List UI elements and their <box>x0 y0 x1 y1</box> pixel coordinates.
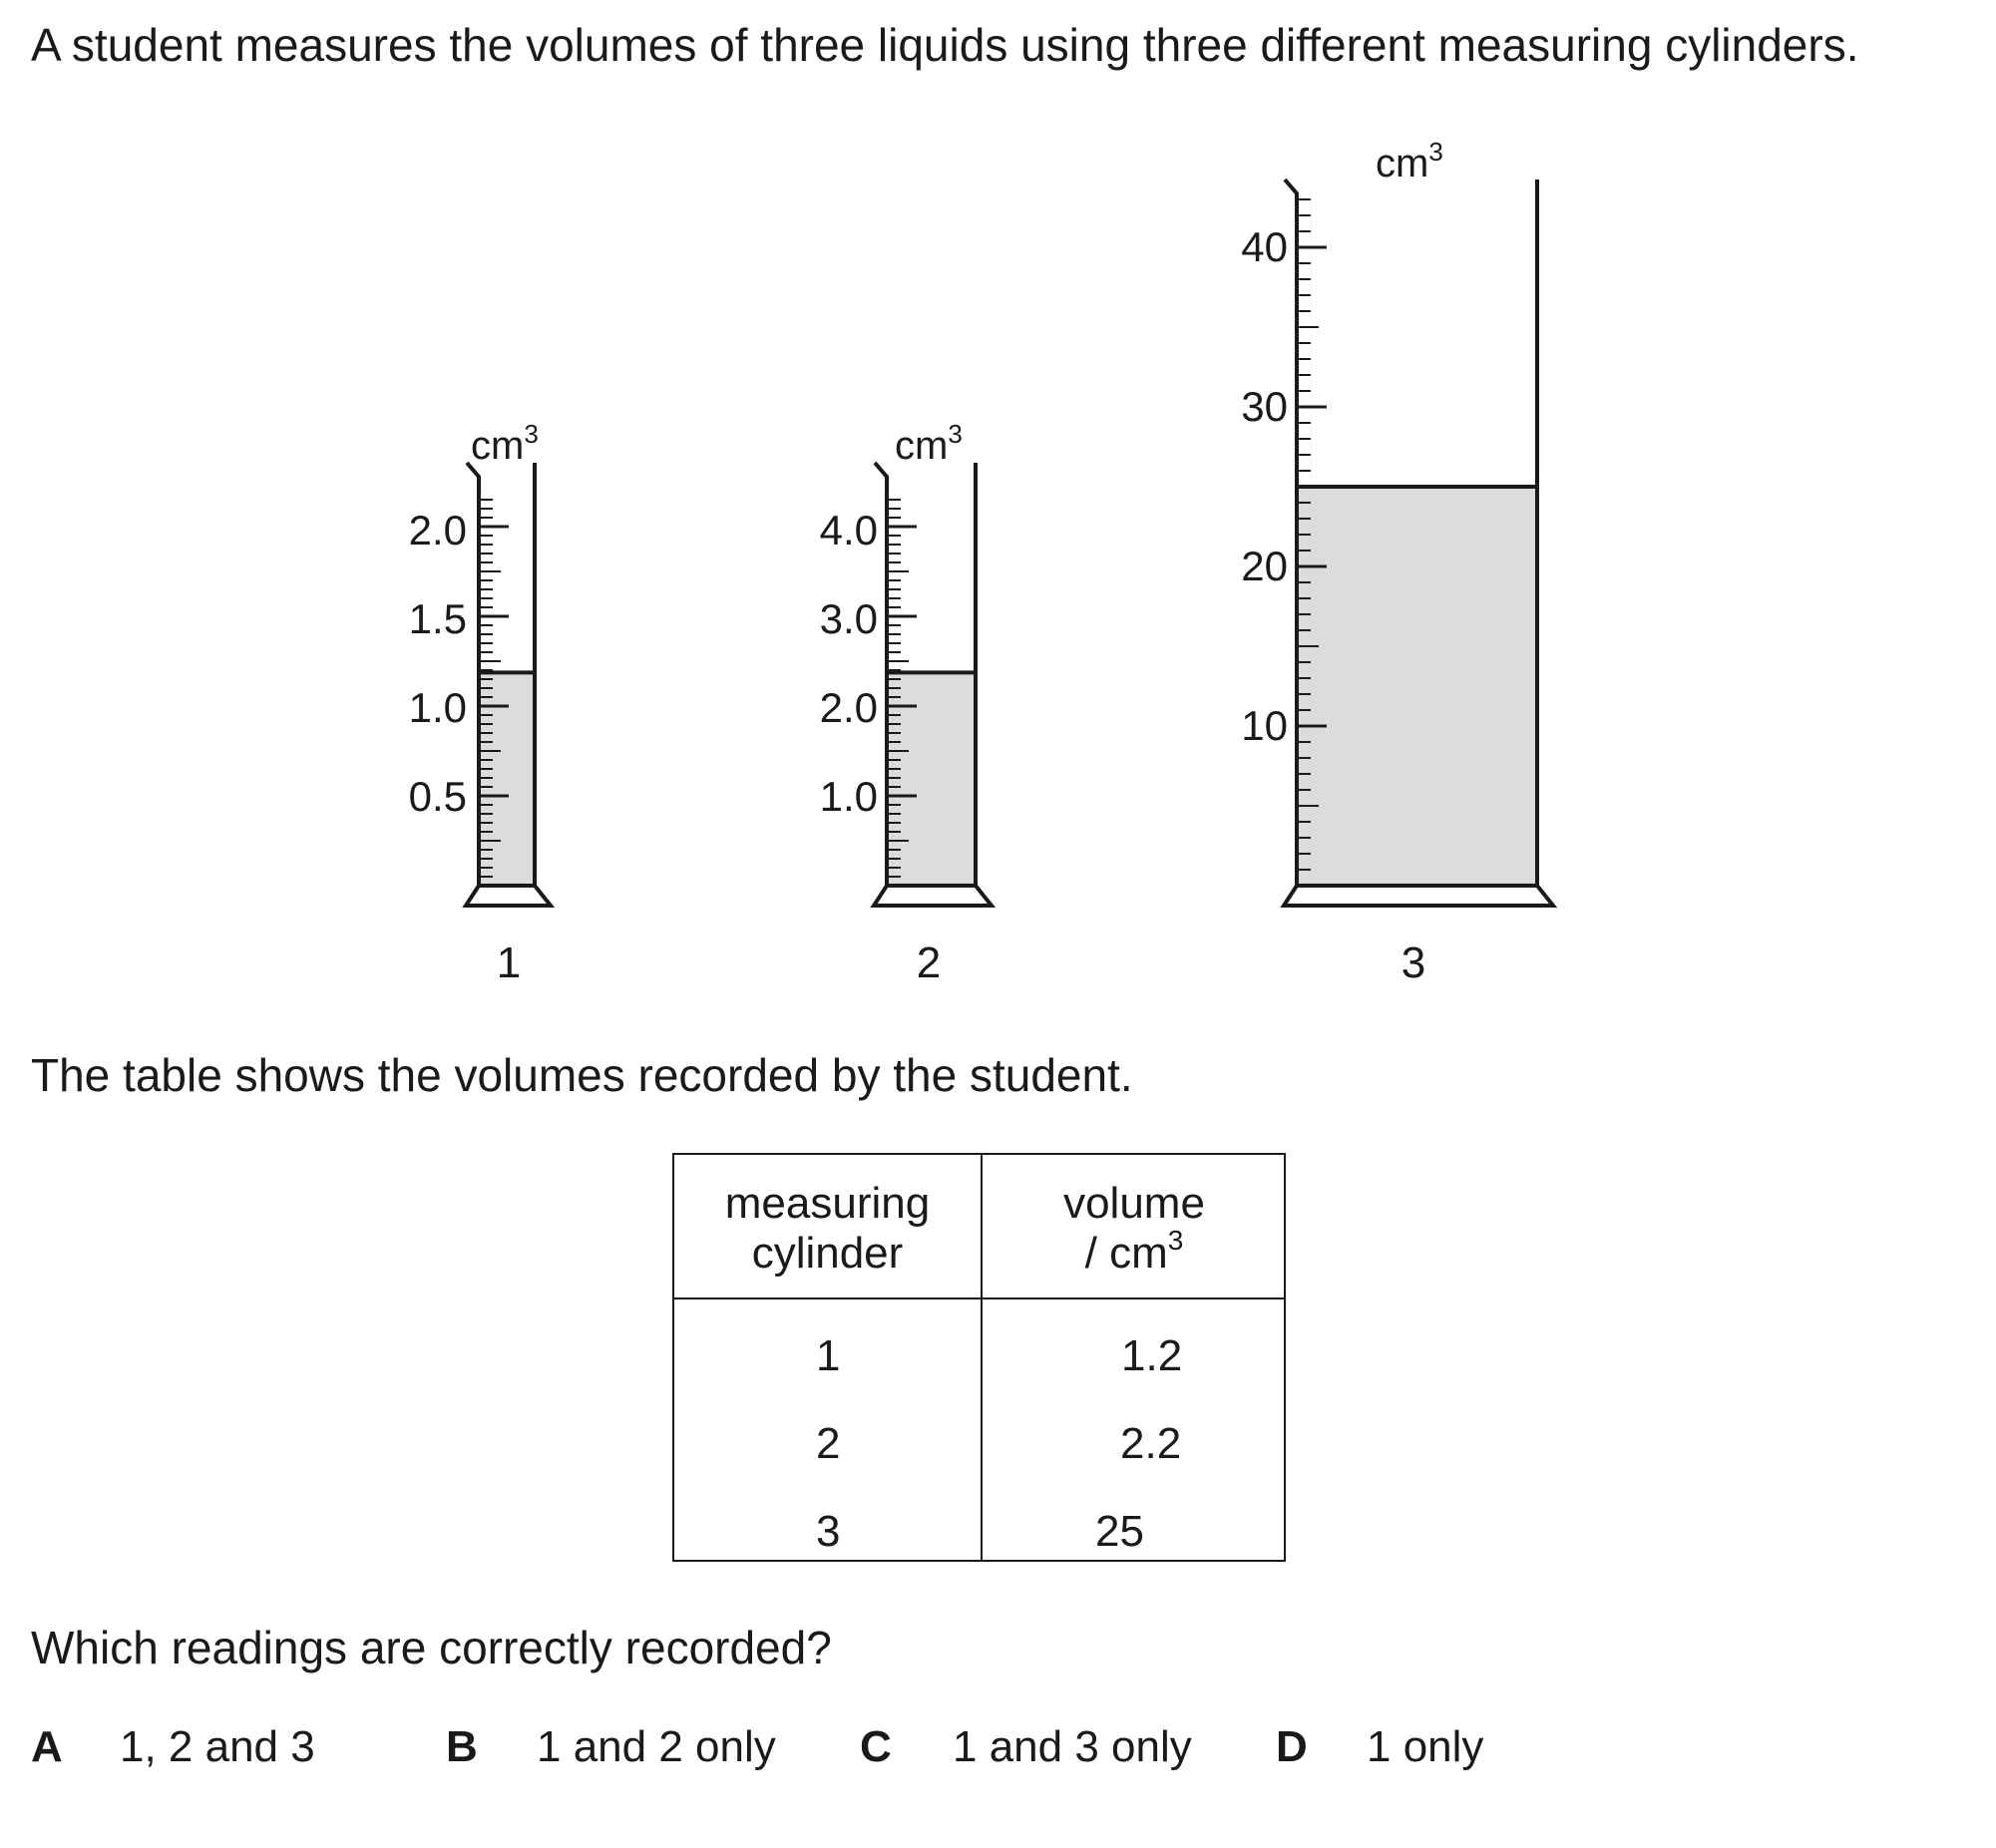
cylinder-1-number: 1 <box>496 938 522 987</box>
option-b-text: 1 and 2 only <box>537 1722 776 1771</box>
cylinder-3-base <box>1284 886 1553 906</box>
cylinder-1-unit-label: $cm^3$ <box>471 419 539 468</box>
cylinder-1-left-wall <box>467 463 479 886</box>
row-1-volume: 1.2 <box>1121 1331 1183 1380</box>
cylinder-1-scale-label: 0.5 <box>408 773 467 820</box>
cylinder-1-scale-label: 1.0 <box>408 684 467 731</box>
cylinder-1-liquid <box>479 672 535 886</box>
cylinder-2-scale-label: 2.0 <box>819 684 878 731</box>
question-prompt: Which readings are correctly recorded? <box>31 1622 832 1673</box>
cylinder-1-scale-label: 2.0 <box>408 507 467 554</box>
header-volume <box>983 1179 1286 1279</box>
cylinder-2-liquid <box>887 672 976 886</box>
header-col1-line1: measuring <box>724 1179 931 1228</box>
volume-table <box>672 1153 1286 1562</box>
cylinder-3-liquid <box>1297 487 1537 886</box>
header-col1-line2: cylinder <box>751 1229 904 1278</box>
cylinder-3-scale-label: 30 <box>1241 383 1288 430</box>
header-col2-line1: volume <box>1063 1179 1205 1228</box>
header-col2-sup: 3 <box>1167 1225 1184 1256</box>
question-intro: A student measures the volumes of three liquids using three different measuring cylinders. <box>31 19 1859 71</box>
option-d-letter: D <box>1276 1722 1308 1771</box>
option-c-text: 1 and 3 only <box>953 1722 1192 1771</box>
cylinder-3-scale-label: 10 <box>1241 702 1288 749</box>
cylinder-3-scale-label: 40 <box>1241 223 1288 270</box>
option-a-letter: A <box>31 1722 63 1771</box>
cylinder-3-scale-label: 20 <box>1241 543 1288 589</box>
option-d-text: 1 only <box>1367 1722 1484 1771</box>
cylinder-2-scale-label: 4.0 <box>819 507 878 554</box>
header-measuring-cylinder <box>674 1179 981 1279</box>
cylinder-1-scale-label: 1.5 <box>408 595 467 642</box>
row-2-volume: 2.2 <box>1120 1419 1182 1468</box>
cylinder-2-scale-label: 1.0 <box>819 773 878 820</box>
row-2-cylinder: 2 <box>816 1419 841 1468</box>
cylinder-1-base <box>466 886 551 906</box>
option-b-letter: B <box>446 1722 478 1771</box>
option-c-letter: C <box>860 1722 892 1771</box>
row-1-cylinder: 1 <box>816 1331 841 1380</box>
option-a-text: 1, 2 and 3 <box>120 1722 315 1771</box>
cylinder-3-left-wall <box>1285 180 1297 886</box>
cylinder-3-unit-label: $cm^3$ <box>1376 137 1443 185</box>
cylinder-2-base <box>874 886 992 906</box>
header-col2-line2: / cm <box>1084 1229 1168 1278</box>
table-header-divider <box>674 1297 1284 1299</box>
row-3-volume: 25 <box>1095 1507 1144 1556</box>
cylinder-2-unit-label: $cm^3$ <box>895 419 963 468</box>
cylinder-3-number: 3 <box>1400 938 1426 987</box>
row-3-cylinder: 3 <box>816 1507 841 1556</box>
cylinder-2-number: 2 <box>916 938 942 987</box>
header-col2-unit <box>983 1225 1286 1279</box>
cylinder-2-scale-label: 3.0 <box>819 595 878 642</box>
table-intro: The table shows the volumes recorded by the student. <box>31 1049 1133 1101</box>
